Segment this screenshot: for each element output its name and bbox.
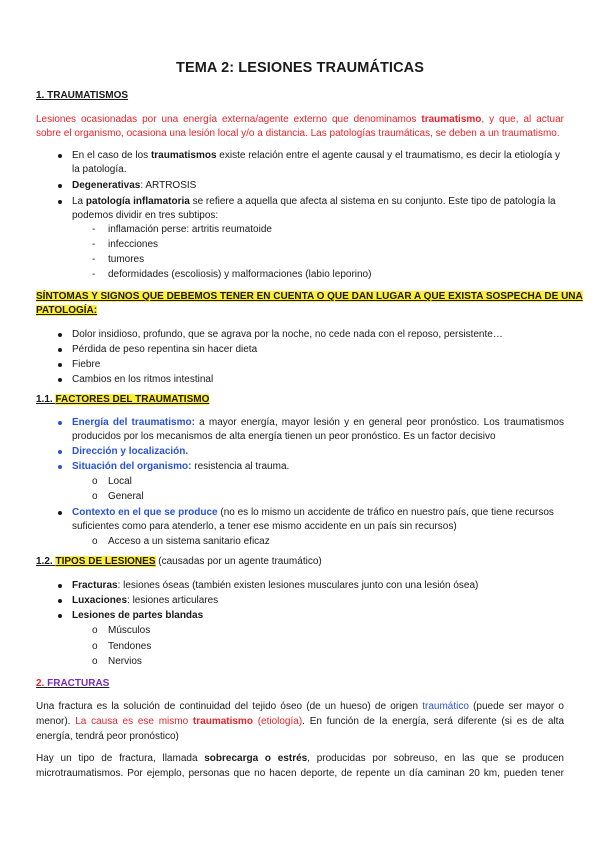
bullet-icon	[58, 184, 62, 188]
bullet-icon	[58, 421, 62, 425]
blandas-sub-item: Músculos	[108, 625, 151, 636]
energia-line-2: producidos por los mecanismos de alta energía tienen un peor pronóstico. Es un factor decisivo	[72, 431, 496, 442]
dash-icon: -	[92, 254, 96, 265]
section-heading-tipos: 1.2. TIPOS DE LESIONES (causadas por un agente traumático)	[36, 556, 322, 567]
inflamatoria-bullet-line-1: La patología inflamatoria se refiere a aquella que afecta al sistema en su conjunto. Este tipo de patología la	[72, 196, 556, 207]
luxaciones-item: Luxaciones: lesiones articulares	[72, 595, 219, 606]
sintomas-heading-line-1: SÍNTOMAS Y SIGNOS QUE DEBEMOS TENER EN CUENTA O QUE DAN LUGAR A QUE EXISTA SOSPECHA DE UNA	[36, 291, 583, 302]
circle-bullet-icon: o	[92, 641, 98, 652]
traumatismos-bullet-line-1: En el caso de los traumatismos existe relación entre el agente causal y el traumatismo, es decir la etiología y	[72, 150, 561, 161]
circle-bullet-icon: o	[92, 491, 98, 502]
circle-bullet-icon: o	[92, 656, 98, 667]
inflamatoria-bullet-line-2: podemos dividir en tres subtipos:	[72, 210, 219, 221]
situacion-sub-item: General	[108, 491, 144, 502]
dash-icon: -	[92, 269, 96, 280]
bullet-icon	[58, 154, 62, 158]
sintomas-heading-line-2: PATOLOGÍA:	[36, 305, 98, 316]
subtype-item: tumores	[108, 254, 145, 265]
fracturas-para-1-line-3: energía, tendrá peor pronóstico)	[36, 731, 179, 742]
energia-line-1: Energía del traumatismo: a mayor energía, mayor lesión y en general peor pronóstico. Los traumatismos	[72, 417, 564, 428]
circle-bullet-icon: o	[92, 476, 98, 487]
circle-bullet-icon: o	[92, 625, 98, 636]
traumatismos-bullet-line-2: la patología.	[72, 164, 127, 175]
bullet-icon	[58, 348, 62, 352]
bullet-icon	[58, 450, 62, 454]
dash-icon: -	[92, 224, 96, 235]
bullet-icon	[58, 599, 62, 603]
direccion-item: Dirección y localización.	[72, 446, 189, 457]
fracturas-para-1-line-2: menor). La causa es ese mismo traumatismo (etiología). En función de la energía, será diferente (si es de alta	[36, 716, 565, 727]
contexto-line-1: Contexto en el que se produce (no es lo mismo un accidente de tráfico en nuestro país, que tiene recursos	[72, 507, 554, 518]
subtype-item: inflamación perse: artritis reumatoide	[108, 224, 272, 235]
fracturas-para-2-line-2: microtraumatismos. Por ejemplo, personas que no hacen deporte, de repente un día caminan 20 km, pueden tener	[36, 768, 564, 779]
contexto-sub-item: Acceso a un sistema sanitario eficaz	[108, 536, 270, 547]
blandas-sub-item: Nervios	[108, 656, 142, 667]
degenerativas-bullet: Degenerativas: ARTROSIS	[72, 180, 197, 191]
bullet-icon	[58, 465, 62, 469]
bullet-icon	[58, 378, 62, 382]
intro-line-1: Lesiones ocasionadas por una energía externa/agente externo que denominamos traumatismo, y que, al actuar	[36, 114, 564, 125]
bullet-icon	[58, 614, 62, 618]
bullet-icon	[58, 363, 62, 367]
dash-icon: -	[92, 239, 96, 250]
sintoma-item: Fiebre	[72, 359, 101, 370]
circle-bullet-icon: o	[92, 536, 98, 547]
sintoma-item: Cambios en los ritmos intestinal	[72, 374, 214, 385]
section-heading-factores: 1.1. FACTORES DEL TRAUMATISMO	[36, 394, 210, 405]
intro-line-2: sobre el organismo, ocasiona una lesión local y/o a distancia. Las patologías traumáticas, se deben a un traumatismo.	[36, 128, 560, 139]
fracturas-item: Fracturas: lesiones óseas (también existen lesiones musculares junto con una lesión ósea)	[72, 580, 479, 591]
bullet-icon	[58, 511, 62, 515]
subtype-item: deformidades (escoliosis) y malformaciones (labio leporino)	[108, 269, 372, 280]
section-heading-traumatismos: 1. TRAUMATISMOS	[36, 90, 129, 101]
situacion-sub-item: Local	[108, 476, 132, 487]
bullet-icon	[58, 333, 62, 337]
bullet-icon	[58, 584, 62, 588]
fracturas-para-1-line-1: Una fractura es la solución de continuidad del tejido óseo (de un hueso) de origen traumático (puede ser mayor o	[36, 701, 564, 712]
sintoma-item: Dolor insidioso, profundo, que se agrava por la noche, no cede nada con el reposo, persistente…	[72, 329, 503, 340]
blandas-sub-item: Tendones	[108, 641, 152, 652]
partes-blandas-item: Lesiones de partes blandas	[72, 610, 204, 621]
situacion-item: Situación del organismo: resistencia al trauma.	[72, 461, 290, 472]
page-title: TEMA 2: LESIONES TRAUMÁTICAS	[176, 60, 424, 76]
section-heading-fracturas: 2. FRACTURAS	[36, 678, 110, 689]
subtype-item: infecciones	[108, 239, 159, 250]
bullet-icon	[58, 200, 62, 204]
sintoma-item: Pérdida de peso repentina sin hacer dieta	[72, 344, 258, 355]
contexto-line-2: suficientes como para atenderlo, a tener ese mismo accidente en un país sin recursos)	[72, 521, 457, 532]
fracturas-para-2-line-1: Hay un tipo de fractura, llamada sobrecarga o estrés, producidas por sobreuso, en las que se producen	[36, 753, 564, 764]
